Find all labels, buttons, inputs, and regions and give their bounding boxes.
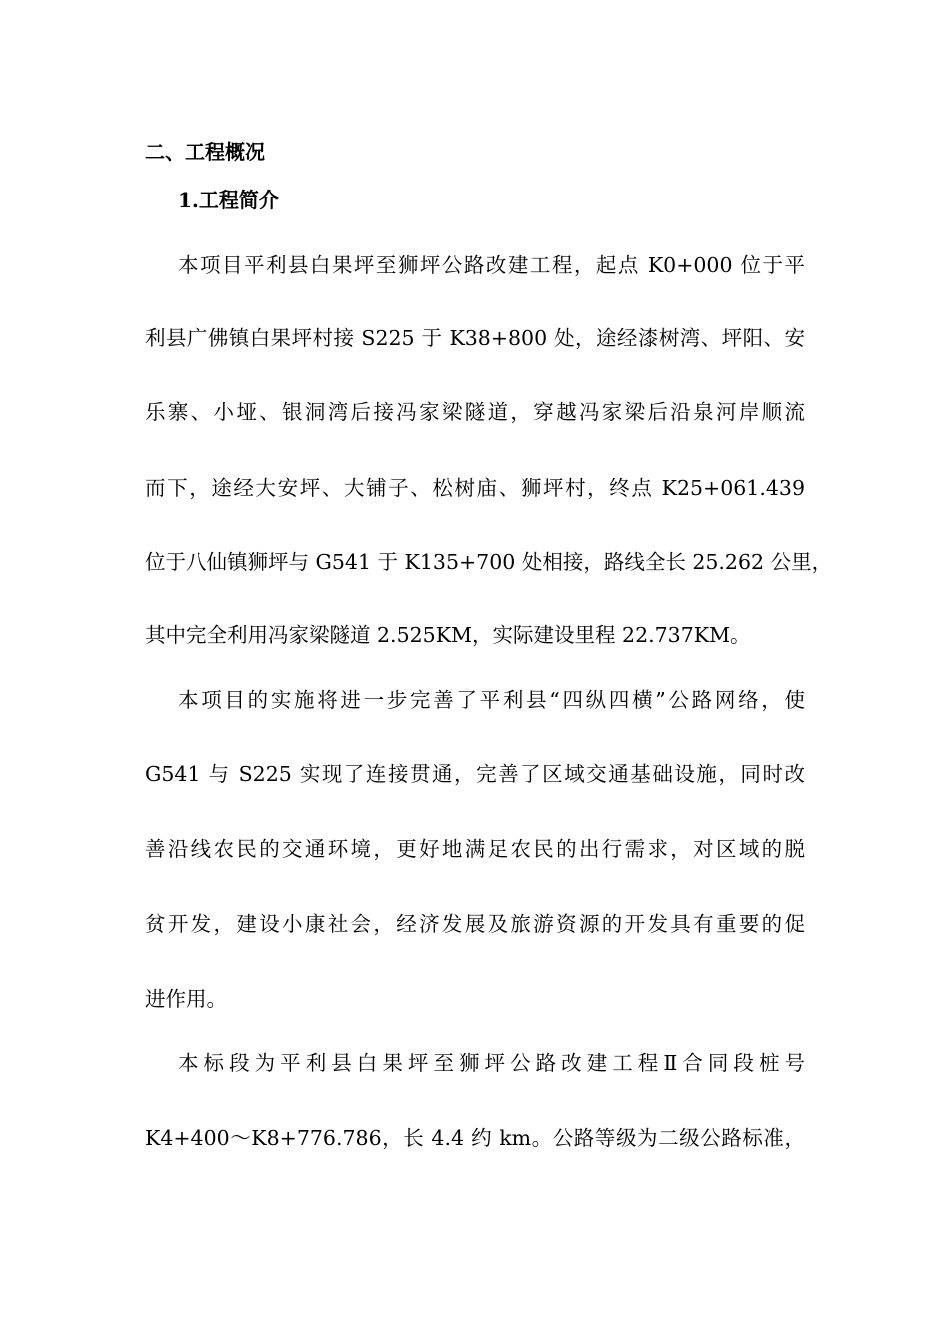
paragraph-1-line-6: 其中完全利用冯家梁隧道 2.525KM，实际建设里程 22.737KM。: [145, 623, 751, 647]
subsection-heading: 1.工程简介: [178, 188, 279, 212]
paragraph-2-line-1: 本项目的实施将进一步完善了平利县“四纵四横”公路网络，使: [178, 688, 805, 712]
paragraph-1-line-5: 位于八仙镇狮坪与 G541 于 K135+700 处相接，路线全长 25.262 公里，: [145, 550, 833, 574]
paragraph-1-line-1: 本项目平利县白果坪至狮坪公路改建工程，起点 K0+000 位于平: [178, 253, 805, 277]
paragraph-1-line-4: 而下，途经大安坪、大铺子、松树庙、狮坪村，终点 K25+061.439: [145, 476, 805, 500]
paragraph-3-line-1: 本标段为平利县白果坪至狮坪公路改建工程Ⅱ合同段桩号: [178, 1051, 805, 1075]
paragraph-1-line-2: 利县广佛镇白果坪村接 S225 于 K38+800 处，途经漆树湾、坪阳、安: [145, 326, 805, 350]
paragraph-2-line-2: G541 与 S225 实现了连接贯通，完善了区域交通基础设施，同时改: [145, 762, 805, 786]
section-heading: 二、工程概况: [145, 140, 265, 164]
paragraph-2-line-3: 善沿线农民的交通环境，更好地满足农民的出行需求，对区域的脱: [145, 837, 805, 861]
paragraph-2-line-5: 进作用。: [145, 987, 227, 1011]
paragraph-2-line-4: 贫开发，建设小康社会，经济发展及旅游资源的开发具有重要的促: [145, 912, 805, 936]
paragraph-1-line-3: 乐寨、小垭、银洞湾后接冯家梁隧道，穿越冯家梁后沿泉河岸顺流: [145, 400, 805, 424]
paragraph-3-line-2: K4+400～K8+776.786，长 4.4 约 km。公路等级为二级公路标准，: [145, 1126, 805, 1150]
